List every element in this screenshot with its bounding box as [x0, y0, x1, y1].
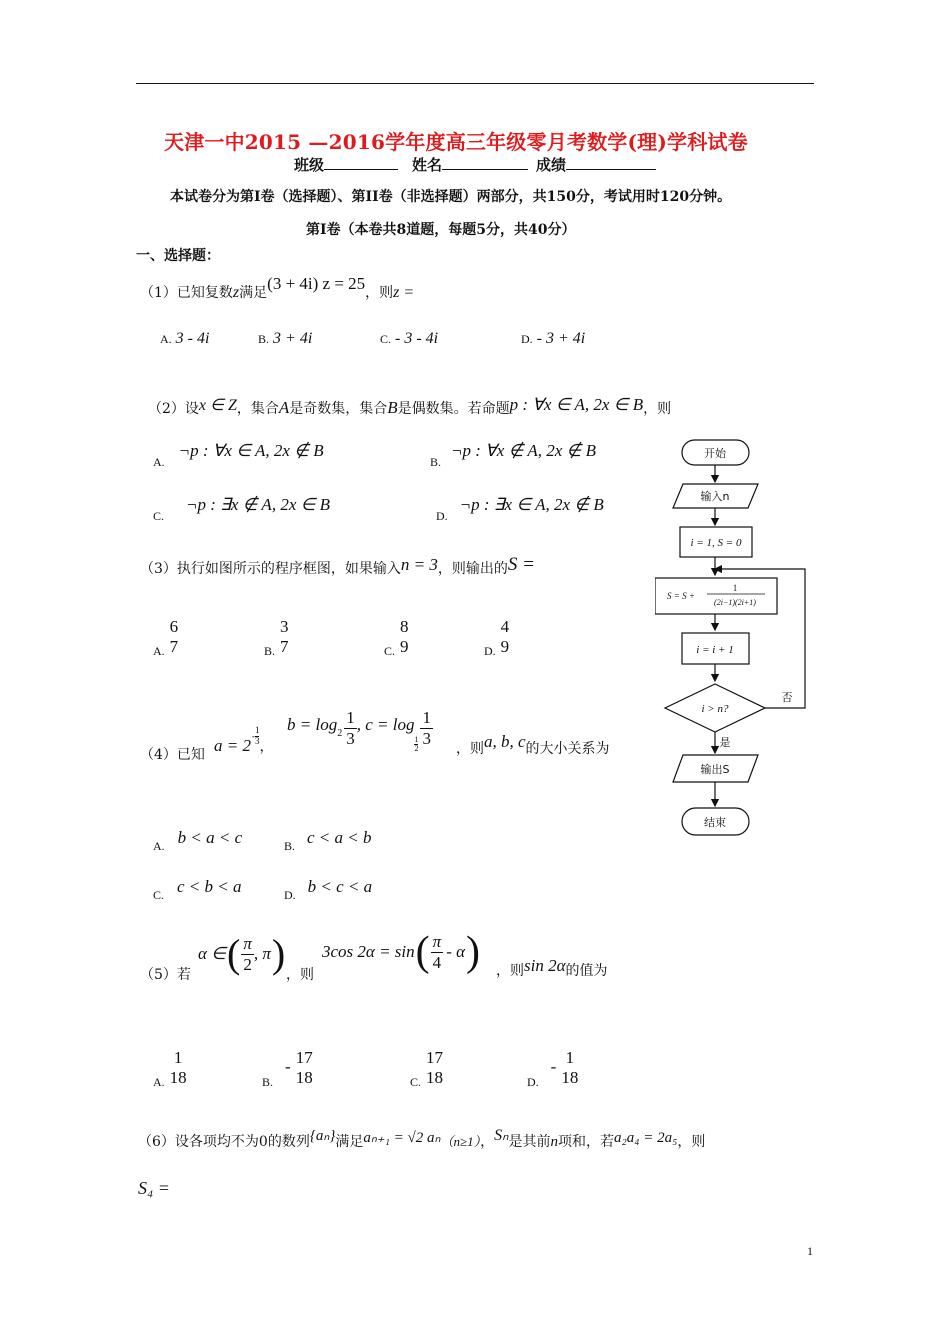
q3-option-a[interactable] [153, 617, 180, 656]
question-text: 项和，若 [558, 1134, 615, 1150]
question-text: ， [480, 1134, 495, 1150]
exam-title: 天津一中2015 —2016学年度高三年级零月考数学(理)学科试卷 [164, 130, 748, 154]
option-label: B. [264, 643, 276, 658]
denominator: 3 [346, 728, 355, 748]
q2-option-b[interactable] [430, 441, 596, 469]
math-expression: Sₙ [494, 1127, 509, 1144]
question-3 [140, 552, 535, 585]
update-label: S = S + [667, 591, 695, 601]
option-text: ¬p : ∃x ∈ A, 2x ∉ B [459, 495, 604, 514]
question-text: 满足 [335, 1134, 364, 1150]
denominator: 9 [500, 636, 510, 656]
math-equation: (3 + 4i) z = 25 [267, 274, 366, 293]
denominator: 7 [169, 636, 179, 656]
numerator: 1 [346, 708, 355, 727]
left-paren: ( [226, 931, 241, 976]
numerator: 1 [173, 1048, 183, 1067]
score-blank[interactable] [566, 169, 656, 170]
option-text: b < c < a [307, 877, 373, 896]
math-var: A [278, 398, 290, 417]
q4-bc-expression [287, 708, 433, 754]
q1-option-b[interactable] [258, 330, 312, 348]
option-fraction [168, 617, 181, 656]
numerator: 3 [280, 617, 289, 636]
question-text: 若 [176, 967, 191, 983]
math-expression: S = [507, 554, 535, 575]
numerator: 1 [414, 734, 419, 744]
question-text: 是奇数集，集合 [289, 401, 388, 417]
init-label: i = 1, S = 0 [690, 537, 742, 549]
question-number: （5） [140, 967, 177, 983]
log-base-half [414, 736, 418, 755]
math-var: B [387, 398, 398, 417]
option-text: c < b < a [177, 877, 242, 896]
question-text: 满足 [239, 285, 268, 301]
option-label: C. [410, 1074, 422, 1089]
program-flowchart [655, 435, 815, 845]
option-label: A. [153, 1074, 165, 1089]
option-text: ¬p : ∃x ∉ A, 2x ∈ B [186, 495, 331, 514]
option-fraction [559, 1048, 580, 1087]
option-label: C. [380, 332, 392, 346]
math-expression: （n≥1） [440, 1134, 481, 1149]
option-text: ¬p : ∀x ∈ A, 2x ∉ B [178, 441, 324, 460]
question-number: （4） [140, 747, 177, 763]
q1-option-d[interactable] [521, 330, 585, 348]
question-text: ， [259, 740, 274, 755]
question-text: ，则 [456, 741, 484, 757]
question-text: ，集合 [236, 401, 279, 417]
math-expression: aₙ₊₁ = √2 aₙ [363, 1130, 441, 1146]
question-text: 设各项均不为0的数列 [174, 1134, 310, 1150]
question-text: 已知 [176, 747, 205, 763]
top-rule [136, 83, 814, 84]
q4-option-c[interactable] [153, 877, 242, 902]
denominator: 2 [241, 954, 254, 975]
q2-option-a[interactable] [153, 441, 324, 469]
q3-option-b[interactable] [264, 617, 291, 656]
option-label: B. [284, 839, 296, 853]
math-var: z [232, 284, 240, 301]
option-fraction [398, 617, 411, 656]
numerator: 4 [500, 617, 510, 636]
math-expression: 3cos 2α = sin [322, 942, 415, 961]
question-number: （2） [148, 401, 185, 417]
log-base: 2 [337, 727, 343, 739]
math-expression: α ∈ [198, 944, 226, 963]
q4-option-d[interactable] [284, 877, 373, 902]
class-blank[interactable] [324, 169, 398, 170]
math-expression: , c = log [356, 714, 415, 734]
option-label: C. [153, 888, 165, 902]
numerator: 17 [426, 1048, 444, 1067]
question-text: 的值为 [565, 963, 608, 979]
question-text: 是其前 [508, 1134, 551, 1150]
option-fraction [294, 1048, 315, 1087]
math-var: n [550, 1134, 559, 1150]
option-label: B. [430, 455, 442, 469]
question-number: （6） [138, 1134, 175, 1150]
numerator: 8 [400, 617, 409, 636]
math-expression: - α [446, 942, 466, 961]
math-expression: n = 3 [400, 555, 438, 574]
denominator: 18 [561, 1067, 579, 1087]
denominator: 3 [422, 728, 431, 748]
denominator: 2 [414, 744, 419, 754]
math-expression: b = log [287, 714, 338, 734]
end-label: 结束 [704, 816, 726, 829]
q3-option-d[interactable] [484, 617, 511, 656]
question-1 [140, 272, 414, 313]
denominator: 18 [295, 1067, 313, 1087]
q1-option-a[interactable] [160, 330, 209, 348]
question-text: ，则 [643, 401, 672, 417]
option-text: - 3 - 4i [395, 330, 439, 347]
score-label: 成绩 [536, 156, 567, 174]
fraction-one-third [420, 708, 433, 748]
page-number: 1 [807, 1244, 813, 1258]
question-4-num [140, 744, 205, 764]
q3-option-c[interactable] [384, 617, 411, 656]
question-number: （3） [140, 561, 177, 577]
option-label: D. [484, 643, 496, 658]
q5-alpha-range [198, 930, 286, 978]
numerator: π [432, 931, 442, 951]
start-label: 开始 [704, 447, 726, 460]
update-denominator: (2i−1)(2i+1) [714, 598, 756, 607]
option-text: 3 + 4i [273, 330, 313, 347]
exam-intro: 本试卷分为第I卷（选择题）、第II卷（非选择题）两部分，共150分，考试用时120分钟。 [170, 189, 732, 205]
denominator: 9 [400, 636, 409, 656]
question-5-num [140, 964, 191, 984]
no-label: 否 [781, 691, 793, 704]
update-numerator: 1 [732, 583, 738, 593]
question-number: （1） [140, 285, 177, 301]
math-expression: z = [393, 284, 415, 301]
option-label: D. [521, 332, 533, 346]
option-fraction [278, 617, 291, 656]
fraction-pi-over-4 [431, 932, 444, 972]
question-text: 的大小关系为 [525, 741, 610, 757]
option-label: A. [153, 643, 165, 658]
name-blank[interactable] [442, 169, 528, 170]
q4-option-a[interactable] [153, 828, 243, 853]
option-label: C. [153, 509, 165, 523]
denominator: 4 [431, 952, 444, 973]
math-expression: {aₙ} [309, 1128, 336, 1144]
option-sign: - [285, 1056, 291, 1076]
q5-option-b[interactable] [262, 1048, 315, 1087]
q2-option-d[interactable] [436, 495, 604, 523]
question-text: 已知复数 [176, 285, 233, 301]
denominator: 18 [426, 1067, 444, 1087]
q5-equation [322, 928, 481, 976]
denominator: 7 [280, 636, 289, 656]
q4-option-b[interactable] [284, 828, 372, 853]
increment-label: i = i + 1 [696, 644, 734, 656]
q5-then: ，则 [286, 967, 314, 983]
question-text: 是偶数集。若命题 [397, 401, 510, 417]
right-paren: ) [271, 931, 286, 976]
name-label: 姓名 [412, 156, 443, 174]
question-text: 设 [184, 401, 199, 417]
math-expression: p : ∀x ∈ A, 2x ∈ B [509, 395, 644, 414]
math-expression: , π [253, 944, 271, 963]
option-text: c < a < b [307, 828, 372, 847]
option-text: ¬p : ∀x ∉ A, 2x ∉ B [451, 441, 596, 460]
class-label: 班级 [294, 156, 325, 174]
question-2 [148, 392, 671, 425]
question-text: ，则 [365, 285, 394, 301]
option-label: C. [384, 643, 396, 658]
section1-heading: 一、选择题： [136, 248, 220, 264]
option-sign: - [550, 1056, 557, 1076]
fraction-one-third [344, 708, 357, 748]
math-expression: a, b, c [484, 732, 526, 751]
q2-option-c[interactable] [153, 495, 331, 523]
output-label: 输出S [700, 763, 730, 776]
math-expression: a = 2 [214, 736, 251, 755]
option-fraction [499, 617, 512, 656]
math-expression: x ∈ Z [198, 397, 237, 414]
question-text: 执行如图所示的程序框图，如果输入 [176, 561, 401, 577]
question-6 [138, 1128, 705, 1156]
right-paren: ) [466, 929, 481, 975]
numerator: 1 [254, 725, 260, 735]
option-fraction [168, 1048, 189, 1087]
question-text: ，则 [496, 963, 524, 979]
denominator: 18 [169, 1067, 187, 1087]
question-5-tail [496, 956, 608, 980]
math-expression: a₂a₄ = 2a₅ [614, 1130, 678, 1146]
q4-a-expression [214, 725, 274, 756]
denominator: 3 [254, 735, 260, 746]
option-label: A. [160, 332, 172, 346]
option-label: D. [284, 888, 296, 902]
q5-option-a[interactable] [153, 1048, 189, 1087]
fraction-pi-over-2 [241, 934, 254, 974]
numerator: 1 [565, 1048, 575, 1067]
option-label: D. [436, 509, 448, 523]
math-expression: sin 2α [524, 956, 566, 975]
option-text: b < a < c [177, 828, 243, 847]
question-4-tail [456, 732, 610, 758]
option-fraction [424, 1048, 445, 1087]
part1-heading: 第Ⅰ卷（本卷共8道题，每题5分，共40分） [306, 222, 576, 238]
input-label: 输入n [700, 490, 730, 503]
option-text: 3 - 4i [175, 330, 210, 347]
option-label: B. [262, 1074, 274, 1089]
question-text: ，则输出的 [437, 561, 508, 577]
question-text: ，则 [677, 1134, 706, 1150]
option-label: A. [153, 455, 165, 469]
condition-label: i > n? [701, 703, 729, 715]
numerator: 17 [295, 1048, 313, 1067]
yes-label: 是 [719, 736, 731, 749]
q5-option-c[interactable] [410, 1048, 445, 1087]
student-info-line [294, 154, 656, 175]
exponent: - $\frac{1}{3}$ [251, 725, 260, 746]
numerator: 6 [169, 617, 179, 636]
q1-option-c[interactable] [380, 330, 438, 348]
numerator: π [243, 933, 252, 953]
option-label: A. [153, 839, 165, 853]
q5-option-d[interactable] [527, 1048, 580, 1087]
option-label: B. [258, 332, 270, 346]
option-text: - 3 + 4i [536, 330, 586, 347]
numerator: 1 [422, 708, 431, 727]
q6-s4: S₄ = [138, 1178, 170, 1198]
option-label: D. [527, 1074, 539, 1089]
left-paren: ( [415, 929, 430, 975]
